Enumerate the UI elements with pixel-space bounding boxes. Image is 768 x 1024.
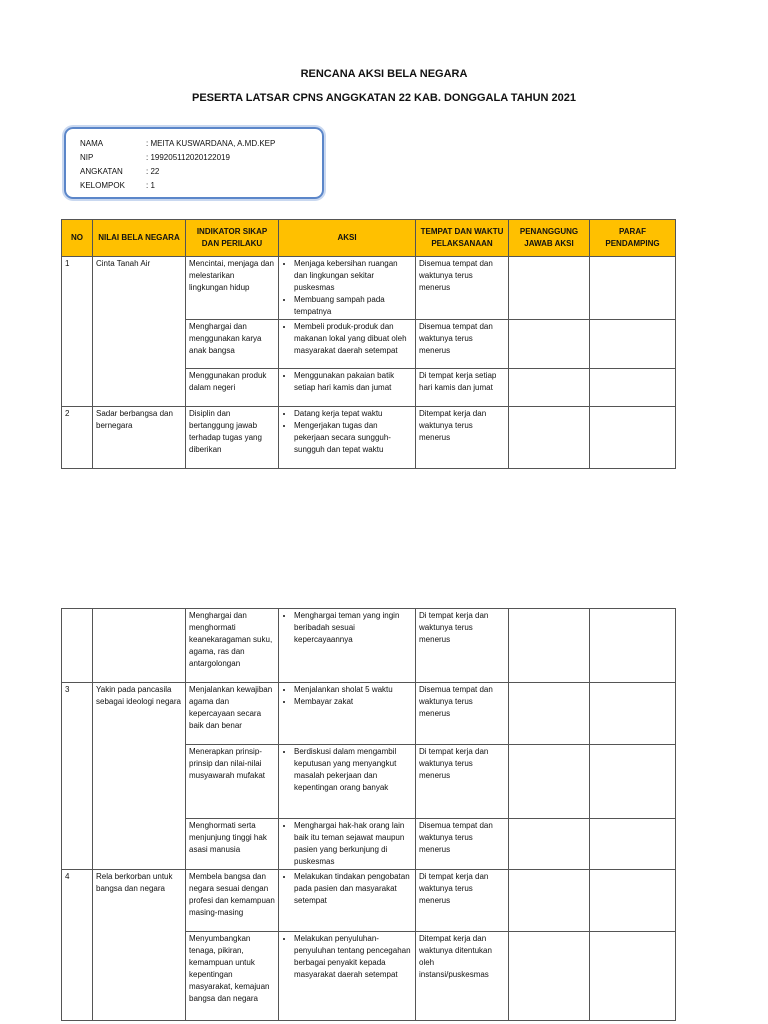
cell-indikator: Mencintai, menjaga dan melestarikan lingkungan hidup (186, 257, 279, 320)
cell-penanggung (509, 745, 590, 819)
cell-tempat: Di tempat kerja dan waktunya terus menerus (416, 745, 509, 819)
cell-aksi (279, 320, 416, 369)
cell-penanggung (509, 320, 590, 369)
cell-nilai: Rela berkorban untuk bangsa dan negara (93, 870, 186, 1021)
cell-aksi (279, 819, 416, 870)
cell-tempat: Disemua tempat dan waktunya terus menerus (416, 819, 509, 870)
document-subtitle: PESERTA LATSAR CPNS ANGGKATAN 22 KAB. DONGGALA TAHUN 2021 (191, 92, 576, 104)
aksi-item: • Menjalankan sholat 5 waktu (294, 684, 412, 696)
cell-penanggung (509, 257, 590, 320)
cell-no (62, 609, 93, 683)
col-header-no: NO (62, 220, 93, 257)
aksi-item: • Menggunakan pakaian batik setiap hari kamis dan jumat (294, 370, 412, 394)
cell-indikator: Menerapkan prinsip-prinsip dan nilai-nilai musyawarah mufakat (186, 745, 279, 819)
table-row (62, 257, 676, 320)
aksi-item: • Mengerjakan tugas dan pekerjaan secara sungguh-sungguh dan tepat waktu (294, 420, 412, 456)
cell-tempat: Disemua tempat dan waktunya terus menerus (416, 683, 509, 745)
cell-paraf (590, 932, 676, 1021)
cell-penanggung (509, 407, 590, 469)
cell-paraf (590, 609, 676, 683)
cell-indikator: Menjalankan kewajiban agama dan kepercayaan secara baik dan benar (186, 683, 279, 745)
cell-paraf (590, 369, 676, 407)
cell-aksi (279, 932, 416, 1021)
cell-indikator: Menghargai dan menghormati keanekaragaman suku, agama, ras dan antargolongan (186, 609, 279, 683)
col-header-nilai: NILAI BELA NEGARA (93, 220, 186, 257)
col-header-penanggung: PENANGGUNG JAWAB AKSI (509, 220, 590, 257)
cell-indikator: Menggunakan produk dalam negeri (186, 369, 279, 407)
cell-tempat: Disemua tempat dan waktunya terus menerus (416, 257, 509, 320)
cell-indikator: Membela bangsa dan negara sesuai dengan profesi dan kemampuan masing-masing (186, 870, 279, 932)
cell-indikator: Disiplin dan bertanggung jawab terhadap tugas yang diberikan (186, 407, 279, 469)
identity-nama (80, 139, 275, 148)
cell-tempat: Di tempat kerja dan waktunya terus menerus (416, 609, 509, 683)
col-header-indikator: INDIKATOR SIKAP DAN PERILAKU (186, 220, 279, 257)
col-header-paraf: PARAF PENDAMPING (590, 220, 676, 257)
cell-paraf (590, 819, 676, 870)
cell-paraf (590, 257, 676, 320)
cell-no: 3 (62, 683, 93, 870)
cell-aksi (279, 870, 416, 932)
table-row (62, 609, 676, 683)
aksi-item: • Melakukan tindakan pengobatan pada pasien dan masyarakat setempat (294, 871, 412, 907)
cell-penanggung (509, 932, 590, 1021)
cell-nilai: Cinta Tanah Air (93, 257, 186, 407)
cell-aksi (279, 407, 416, 469)
cell-tempat: Ditempat kerja dan waktunya ditentukan oleh instansi/puskesmas (416, 932, 509, 1021)
cell-tempat: Di tempat kerja setiap hari kamis dan jumat (416, 369, 509, 407)
cell-no: 4 (62, 870, 93, 1021)
col-header-aksi: AKSI (279, 220, 416, 257)
aksi-item: • Menghargai teman yang ingin beribadah sesuai kepercayaannya (294, 610, 412, 646)
cell-paraf (590, 320, 676, 369)
cell-tempat: Di tempat kerja dan waktunya terus menerus (416, 870, 509, 932)
action-plan-table-page1 (61, 219, 676, 469)
aksi-item: • Melakukan penyuluhan-penyuluhan tentang pencegahan berbagai penyakit kepada masyarakat daerah setempat (294, 933, 412, 981)
cell-tempat: Ditempat kerja dan waktunya terus menerus (416, 407, 509, 469)
identity-value: : 22 (146, 167, 160, 176)
cell-indikator: Menyumbangkan tenaga, pikiran, kemampuan untuk kepentingan masyarakat, kemajuan bangsa dan negara (186, 932, 279, 1021)
identity-label: NIP (80, 153, 94, 162)
cell-aksi (279, 609, 416, 683)
cell-penanggung (509, 819, 590, 870)
aksi-item: • Menghargai hak-hak orang lain baik itu teman sejawat maupun pasien yang berkunjung di puskesmas (294, 820, 412, 868)
table-header-row (62, 220, 676, 257)
cell-aksi (279, 745, 416, 819)
identity-label: KELOMPOK (80, 181, 125, 190)
cell-no: 1 (62, 257, 93, 407)
aksi-item: • Membeli produk-produk dan makanan lokal yang dibuat oleh masyarakat daerah setempat (294, 321, 412, 357)
cell-penanggung (509, 870, 590, 932)
cell-indikator: Menghormati serta menjunjung tinggi hak asasi manusia (186, 819, 279, 870)
identity-label: ANGKATAN (80, 167, 123, 176)
cell-paraf (590, 745, 676, 819)
cell-paraf (590, 683, 676, 745)
cell-penanggung (509, 609, 590, 683)
identity-value: : 199205112020122019 (146, 153, 230, 162)
action-plan-table-page2 (61, 608, 676, 1021)
identity-value: : 1 (146, 181, 155, 190)
cell-penanggung (509, 683, 590, 745)
table-row (62, 683, 676, 745)
cell-nilai: Sadar berbangsa dan bernegara (93, 407, 186, 469)
aksi-item: • Menjaga kebersihan ruangan dan lingkungan sekitar puskesmas (294, 258, 412, 294)
cell-penanggung (509, 369, 590, 407)
cell-paraf (590, 407, 676, 469)
cell-tempat: Disemua tempat dan waktunya terus menerus (416, 320, 509, 369)
identity-label: NAMA (80, 139, 104, 148)
cell-aksi (279, 369, 416, 407)
table-row (62, 407, 676, 469)
identity-kelompok (80, 181, 155, 190)
aksi-item: • Berdiskusi dalam mengambil keputusan yang menyangkut masalah pekerjaan dan kepentingan orang banyak (294, 746, 412, 794)
identity-angkatan (80, 167, 159, 176)
aksi-item: • Membayar zakat (294, 696, 412, 708)
identity-nip (80, 153, 230, 162)
identity-value: : MEITA KUSWARDANA, A.MD.KEP (146, 139, 276, 148)
aksi-item: • Datang kerja tepat waktu (294, 408, 412, 420)
cell-aksi (279, 683, 416, 745)
cell-indikator: Menghargai dan menggunakan karya anak bangsa (186, 320, 279, 369)
table-row (62, 870, 676, 932)
cell-nilai: Yakin pada pancasila sebagai ideologi negara (93, 683, 186, 870)
cell-nilai (93, 609, 186, 683)
cell-no: 2 (62, 407, 93, 469)
document-title: RENCANA AKSI BELA NEGARA (300, 68, 468, 80)
aksi-item: • Membuang sampah pada tempatnya (294, 294, 412, 318)
cell-paraf (590, 870, 676, 932)
identity-box (64, 127, 324, 199)
cell-aksi (279, 257, 416, 320)
col-header-tempat: TEMPAT DAN WAKTU PELAKSANAAN (416, 220, 509, 257)
